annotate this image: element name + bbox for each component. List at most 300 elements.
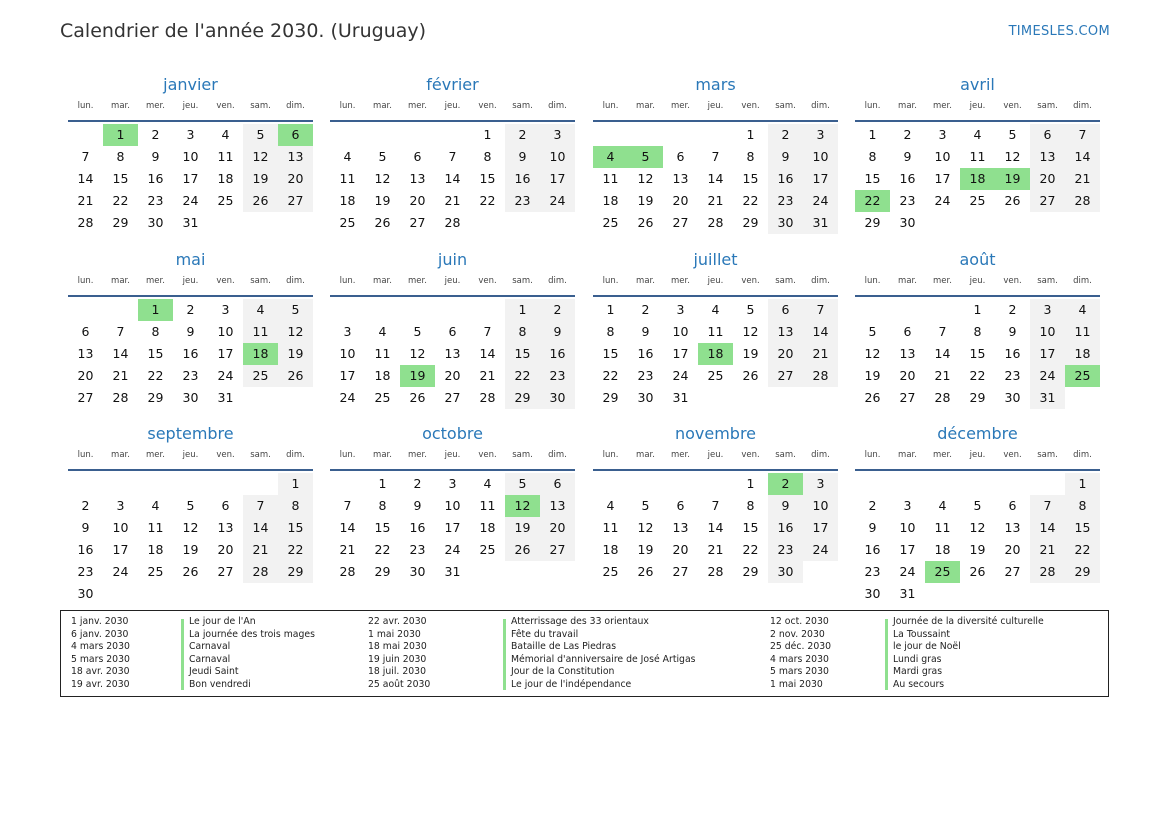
day-cell: 26 xyxy=(278,365,313,387)
day-cell: 8 xyxy=(483,149,492,164)
legend-names xyxy=(189,616,315,692)
day-cell: 19 xyxy=(505,517,540,539)
legend-date: 1 mai 2030 xyxy=(368,628,421,640)
month-2 xyxy=(593,74,838,234)
header-rule xyxy=(593,469,838,471)
day-cell: 12 xyxy=(637,520,654,535)
days-grid xyxy=(68,473,313,605)
day-cell: 20 xyxy=(278,168,313,190)
day-cell: 12 xyxy=(864,346,881,361)
day-cell: 26 xyxy=(243,190,278,212)
weekday-label: ven. xyxy=(216,276,235,286)
day-cell: 11 xyxy=(374,346,391,361)
day-cell: 2 xyxy=(505,124,540,146)
weekday-label: lun. xyxy=(339,101,356,111)
weekday-label: sam. xyxy=(512,276,533,286)
day-cell: 29 xyxy=(112,215,129,230)
day-cell: 8 xyxy=(606,324,615,339)
day-cell: 25 xyxy=(147,564,164,579)
day-cell: 10 xyxy=(803,146,838,168)
days-grid xyxy=(593,299,838,409)
day-cell: 13 xyxy=(409,171,426,186)
day-cell: 9 xyxy=(413,498,422,513)
day-cell: 7 xyxy=(711,149,720,164)
day-cell: 19 xyxy=(637,542,654,557)
weekday-label: dim. xyxy=(286,450,305,460)
month-7 xyxy=(855,249,1100,409)
legend-holiday-name: Journée de la diversité culturelle xyxy=(893,616,1044,627)
day-cell: 20 xyxy=(409,193,426,208)
day-cell: 5 xyxy=(1008,127,1017,142)
day-cell: 20 xyxy=(672,542,689,557)
day-cell: 13 xyxy=(1004,520,1021,535)
day-cell: 30 xyxy=(540,387,575,409)
day-cell: 23 xyxy=(77,564,94,579)
day-cell: 17 xyxy=(540,168,575,190)
weekday-label: dim. xyxy=(286,276,305,286)
legend-date: 2 nov. 2030 xyxy=(770,628,825,640)
weekday-label: dim. xyxy=(286,101,305,111)
day-cell: 17 xyxy=(182,171,199,186)
legend-bar xyxy=(503,619,506,690)
weekday-label: mer. xyxy=(933,450,952,460)
day-cell: 15 xyxy=(479,171,496,186)
weekday-label: ven. xyxy=(478,450,497,460)
day-cell: 1 xyxy=(973,302,982,317)
day-cell: 20 xyxy=(1030,168,1065,190)
day-cell: 23 xyxy=(147,193,164,208)
page-title: Calendrier de l'année 2030. (Uruguay) xyxy=(60,20,427,42)
day-cell: 21 xyxy=(707,193,724,208)
weekday-header xyxy=(855,276,1100,293)
day-cell: 10 xyxy=(899,520,916,535)
day-cell: 4 xyxy=(221,127,230,142)
month-8 xyxy=(68,423,313,605)
weekday-label: mar. xyxy=(111,276,130,286)
day-cell: 21 xyxy=(479,368,496,383)
day-cell: 22 xyxy=(742,193,759,208)
day-cell: 11 xyxy=(479,498,496,513)
day-cell: 17 xyxy=(339,368,356,383)
day-cell: 15 xyxy=(969,346,986,361)
legend-date: 4 mars 2030 xyxy=(71,641,130,653)
day-cell: 30 xyxy=(409,564,426,579)
empty-cell xyxy=(890,299,925,321)
day-cell: 6 xyxy=(540,473,575,495)
day-cell: 7 xyxy=(938,324,947,339)
empty-cell xyxy=(243,473,278,495)
day-cell: 16 xyxy=(899,171,916,186)
day-cell: 16 xyxy=(77,542,94,557)
day-cell: 28 xyxy=(243,561,278,583)
month-name: mars xyxy=(695,75,736,94)
day-cell: 15 xyxy=(742,520,759,535)
weekday-label: mar. xyxy=(111,101,130,111)
day-cell: 11 xyxy=(969,149,986,164)
day-cell: 6 xyxy=(676,498,685,513)
day-cell: 24 xyxy=(803,190,838,212)
day-cell: 25 xyxy=(374,390,391,405)
day-cell: 13 xyxy=(768,321,803,343)
day-cell: 26 xyxy=(637,215,654,230)
day-cell: 20 xyxy=(540,517,575,539)
month-9 xyxy=(330,423,575,583)
weekday-label: lun. xyxy=(864,101,881,111)
day-cell: 15 xyxy=(278,517,313,539)
day-cell: 10 xyxy=(672,324,689,339)
day-cell: 10 xyxy=(182,149,199,164)
day-cell: 31 xyxy=(444,564,461,579)
day-cell: 11 xyxy=(339,171,356,186)
day-cell: 23 xyxy=(637,368,654,383)
legend-holiday-name: Mardi gras xyxy=(893,666,943,678)
day-cell: 2 xyxy=(768,124,803,146)
empty-cell xyxy=(855,473,890,495)
header-rule xyxy=(593,295,838,297)
day-cell: 28 xyxy=(707,564,724,579)
day-cell: 14 xyxy=(934,346,951,361)
day-cell: 6 xyxy=(1008,498,1017,513)
holiday-day-cell: 18 xyxy=(243,343,278,365)
empty-cell xyxy=(173,473,208,495)
month-11 xyxy=(855,423,1100,605)
day-cell: 3 xyxy=(1030,299,1065,321)
days-grid xyxy=(330,473,575,583)
header-rule xyxy=(68,469,313,471)
day-cell: 31 xyxy=(182,215,199,230)
holiday-day-cell: 4 xyxy=(593,146,628,168)
day-cell: 3 xyxy=(938,127,947,142)
day-cell: 9 xyxy=(186,324,195,339)
brand-link[interactable]: TIMESLES.COM xyxy=(1008,24,1110,39)
weekday-label: lun. xyxy=(77,450,94,460)
day-cell: 20 xyxy=(899,368,916,383)
day-cell: 12 xyxy=(1004,149,1021,164)
day-cell: 22 xyxy=(969,368,986,383)
empty-cell xyxy=(960,473,995,495)
day-cell: 2 xyxy=(1008,302,1017,317)
weekday-label: mar. xyxy=(373,450,392,460)
day-cell: 29 xyxy=(278,561,313,583)
day-cell: 8 xyxy=(746,149,755,164)
day-cell: 3 xyxy=(803,473,838,495)
days-grid xyxy=(68,124,313,234)
day-cell: 16 xyxy=(540,343,575,365)
weekday-label: jeu. xyxy=(444,276,461,286)
day-cell: 7 xyxy=(243,495,278,517)
day-cell: 29 xyxy=(864,215,881,230)
day-cell: 3 xyxy=(448,476,457,491)
legend-dates xyxy=(71,616,130,692)
day-cell: 11 xyxy=(217,149,234,164)
day-cell: 29 xyxy=(505,387,540,409)
day-cell: 14 xyxy=(803,321,838,343)
day-cell: 15 xyxy=(147,346,164,361)
day-cell: 26 xyxy=(864,390,881,405)
day-cell: 11 xyxy=(602,520,619,535)
day-cell: 22 xyxy=(742,542,759,557)
weekday-label: lun. xyxy=(77,101,94,111)
day-cell: 8 xyxy=(746,498,755,513)
weekday-label: lun. xyxy=(864,276,881,286)
day-cell: 23 xyxy=(409,542,426,557)
day-cell: 1 xyxy=(868,127,877,142)
day-cell: 28 xyxy=(77,215,94,230)
day-cell: 26 xyxy=(1004,193,1021,208)
day-cell: 6 xyxy=(676,149,685,164)
day-cell: 4 xyxy=(378,324,387,339)
day-cell: 17 xyxy=(803,168,838,190)
holiday-legend xyxy=(60,610,1109,697)
day-cell: 8 xyxy=(1065,495,1100,517)
day-cell: 5 xyxy=(278,299,313,321)
day-cell: 26 xyxy=(182,564,199,579)
weekday-label: mar. xyxy=(636,101,655,111)
day-cell: 12 xyxy=(409,346,426,361)
day-cell: 25 xyxy=(339,215,356,230)
weekday-label: jeu. xyxy=(444,101,461,111)
day-cell: 23 xyxy=(899,193,916,208)
day-cell: 6 xyxy=(413,149,422,164)
day-cell: 20 xyxy=(1004,542,1021,557)
empty-cell xyxy=(470,299,505,321)
day-cell: 4 xyxy=(606,498,615,513)
weekday-label: sam. xyxy=(250,101,271,111)
day-cell: 10 xyxy=(339,346,356,361)
day-cell: 7 xyxy=(1030,495,1065,517)
weekday-label: ven. xyxy=(478,276,497,286)
day-cell: 30 xyxy=(768,212,803,234)
day-cell: 19 xyxy=(742,346,759,361)
legend-bar xyxy=(181,619,184,690)
month-name: juin xyxy=(437,250,468,269)
month-5 xyxy=(330,249,575,409)
weekday-label: sam. xyxy=(775,276,796,286)
day-cell: 15 xyxy=(742,171,759,186)
day-cell: 6 xyxy=(81,324,90,339)
legend-date: 25 déc. 2030 xyxy=(770,641,832,653)
legend-holiday-name: Atterrissage des 33 orientaux xyxy=(511,616,649,627)
day-cell: 6 xyxy=(448,324,457,339)
legend-date: 19 juin 2030 xyxy=(368,653,427,665)
header-rule xyxy=(855,469,1100,471)
holiday-day-cell: 25 xyxy=(925,561,960,583)
empty-cell xyxy=(698,124,733,146)
day-cell: 28 xyxy=(444,215,461,230)
day-cell: 14 xyxy=(479,346,496,361)
weekday-label: dim. xyxy=(811,101,830,111)
empty-cell xyxy=(400,124,435,146)
day-cell: 13 xyxy=(672,520,689,535)
day-cell: 2 xyxy=(540,299,575,321)
day-cell: 10 xyxy=(803,495,838,517)
day-cell: 14 xyxy=(707,171,724,186)
day-cell: 24 xyxy=(339,390,356,405)
day-cell: 6 xyxy=(903,324,912,339)
day-cell: 7 xyxy=(483,324,492,339)
day-cell: 9 xyxy=(151,149,160,164)
legend-date: 18 avr. 2030 xyxy=(71,666,130,678)
header-rule xyxy=(330,469,575,471)
day-cell: 19 xyxy=(243,168,278,190)
weekday-label: lun. xyxy=(864,450,881,460)
day-cell: 12 xyxy=(182,520,199,535)
legend-bar xyxy=(885,619,888,690)
weekday-header xyxy=(330,276,575,293)
month-0 xyxy=(68,74,313,234)
day-cell: 8 xyxy=(116,149,125,164)
day-cell: 29 xyxy=(1065,561,1100,583)
holiday-day-cell: 18 xyxy=(698,343,733,365)
weekday-label: mar. xyxy=(373,276,392,286)
day-cell: 27 xyxy=(1030,190,1065,212)
day-cell: 31 xyxy=(217,390,234,405)
days-grid xyxy=(855,124,1100,234)
holiday-day-cell: 19 xyxy=(400,365,435,387)
holiday-day-cell: 25 xyxy=(1065,365,1100,387)
day-cell: 15 xyxy=(374,520,391,535)
empty-cell xyxy=(435,299,470,321)
day-cell: 14 xyxy=(1065,146,1100,168)
legend-date: 1 mai 2030 xyxy=(770,678,823,690)
day-cell: 27 xyxy=(768,365,803,387)
day-cell: 28 xyxy=(479,390,496,405)
day-cell: 21 xyxy=(1030,539,1065,561)
day-cell: 27 xyxy=(672,564,689,579)
day-cell: 18 xyxy=(934,542,951,557)
day-cell: 29 xyxy=(742,215,759,230)
holiday-day-cell: 6 xyxy=(278,124,313,146)
day-cell: 14 xyxy=(112,346,129,361)
legend-date: 18 juil. 2030 xyxy=(368,666,426,678)
day-cell: 10 xyxy=(540,146,575,168)
weekday-label: ven. xyxy=(741,450,760,460)
day-cell: 9 xyxy=(903,149,912,164)
day-cell: 13 xyxy=(444,346,461,361)
day-cell: 11 xyxy=(707,324,724,339)
day-cell: 9 xyxy=(641,324,650,339)
day-cell: 31 xyxy=(1030,387,1065,409)
day-cell: 8 xyxy=(868,149,877,164)
day-cell: 22 xyxy=(479,193,496,208)
day-cell: 7 xyxy=(343,498,352,513)
weekday-label: mer. xyxy=(146,276,165,286)
day-cell: 16 xyxy=(1004,346,1021,361)
empty-cell xyxy=(1030,473,1065,495)
empty-cell xyxy=(663,473,698,495)
day-cell: 30 xyxy=(1004,390,1021,405)
day-cell: 12 xyxy=(637,171,654,186)
day-cell: 3 xyxy=(903,498,912,513)
weekday-label: ven. xyxy=(741,101,760,111)
day-cell: 3 xyxy=(186,127,195,142)
day-cell: 21 xyxy=(803,343,838,365)
months-grid xyxy=(68,74,1108,606)
day-cell: 18 xyxy=(217,171,234,186)
day-cell: 12 xyxy=(278,321,313,343)
day-cell: 9 xyxy=(868,520,877,535)
empty-cell xyxy=(628,124,663,146)
day-cell: 22 xyxy=(278,539,313,561)
day-cell: 17 xyxy=(444,520,461,535)
day-cell: 9 xyxy=(505,146,540,168)
day-cell: 3 xyxy=(116,498,125,513)
legend-names xyxy=(511,616,696,692)
day-cell: 19 xyxy=(864,368,881,383)
day-cell: 28 xyxy=(1065,190,1100,212)
empty-cell xyxy=(593,124,628,146)
day-cell: 3 xyxy=(221,302,230,317)
day-cell: 7 xyxy=(116,324,125,339)
day-cell: 17 xyxy=(899,542,916,557)
weekday-label: lun. xyxy=(339,276,356,286)
day-cell: 15 xyxy=(505,343,540,365)
day-cell: 27 xyxy=(77,390,94,405)
day-cell: 5 xyxy=(243,124,278,146)
day-cell: 24 xyxy=(444,542,461,557)
day-cell: 18 xyxy=(602,193,619,208)
day-cell: 28 xyxy=(707,215,724,230)
month-name: février xyxy=(426,75,479,94)
weekday-label: mar. xyxy=(373,101,392,111)
legend-date: 12 oct. 2030 xyxy=(770,616,829,627)
weekday-label: ven. xyxy=(1003,101,1022,111)
day-cell: 4 xyxy=(151,498,160,513)
weekday-label: lun. xyxy=(77,276,94,286)
legend-holiday-name: Jour de la Constitution xyxy=(511,666,615,678)
day-cell: 29 xyxy=(969,390,986,405)
day-cell: 7 xyxy=(81,149,90,164)
weekday-label: ven. xyxy=(741,276,760,286)
day-cell: 16 xyxy=(505,168,540,190)
day-cell: 2 xyxy=(186,302,195,317)
weekday-header xyxy=(68,276,313,293)
day-cell: 10 xyxy=(217,324,234,339)
day-cell: 19 xyxy=(374,193,391,208)
weekday-label: mer. xyxy=(671,450,690,460)
day-cell: 20 xyxy=(77,368,94,383)
day-cell: 5 xyxy=(746,302,755,317)
day-cell: 23 xyxy=(540,365,575,387)
holiday-day-cell: 18 xyxy=(960,168,995,190)
header-rule xyxy=(68,120,313,122)
day-cell: 7 xyxy=(803,299,838,321)
empty-cell xyxy=(330,299,365,321)
day-cell: 17 xyxy=(803,517,838,539)
day-cell: 11 xyxy=(934,520,951,535)
day-cell: 22 xyxy=(147,368,164,383)
day-cell: 19 xyxy=(278,343,313,365)
day-cell: 27 xyxy=(217,564,234,579)
day-cell: 12 xyxy=(374,171,391,186)
legend-date: 5 mars 2030 xyxy=(770,666,829,678)
month-name: juillet xyxy=(693,250,738,269)
day-cell: 1 xyxy=(483,127,492,142)
day-cell: 4 xyxy=(711,302,720,317)
header-rule xyxy=(68,295,313,297)
day-cell: 2 xyxy=(81,498,90,513)
weekday-header xyxy=(68,450,313,467)
weekday-label: jeu. xyxy=(707,450,724,460)
weekday-header xyxy=(855,101,1100,118)
weekday-label: jeu. xyxy=(182,101,199,111)
day-cell: 31 xyxy=(899,586,916,601)
empty-cell xyxy=(995,473,1030,495)
empty-cell xyxy=(103,299,138,321)
day-cell: 9 xyxy=(768,146,803,168)
weekday-label: sam. xyxy=(1037,450,1058,460)
empty-cell xyxy=(330,473,365,495)
